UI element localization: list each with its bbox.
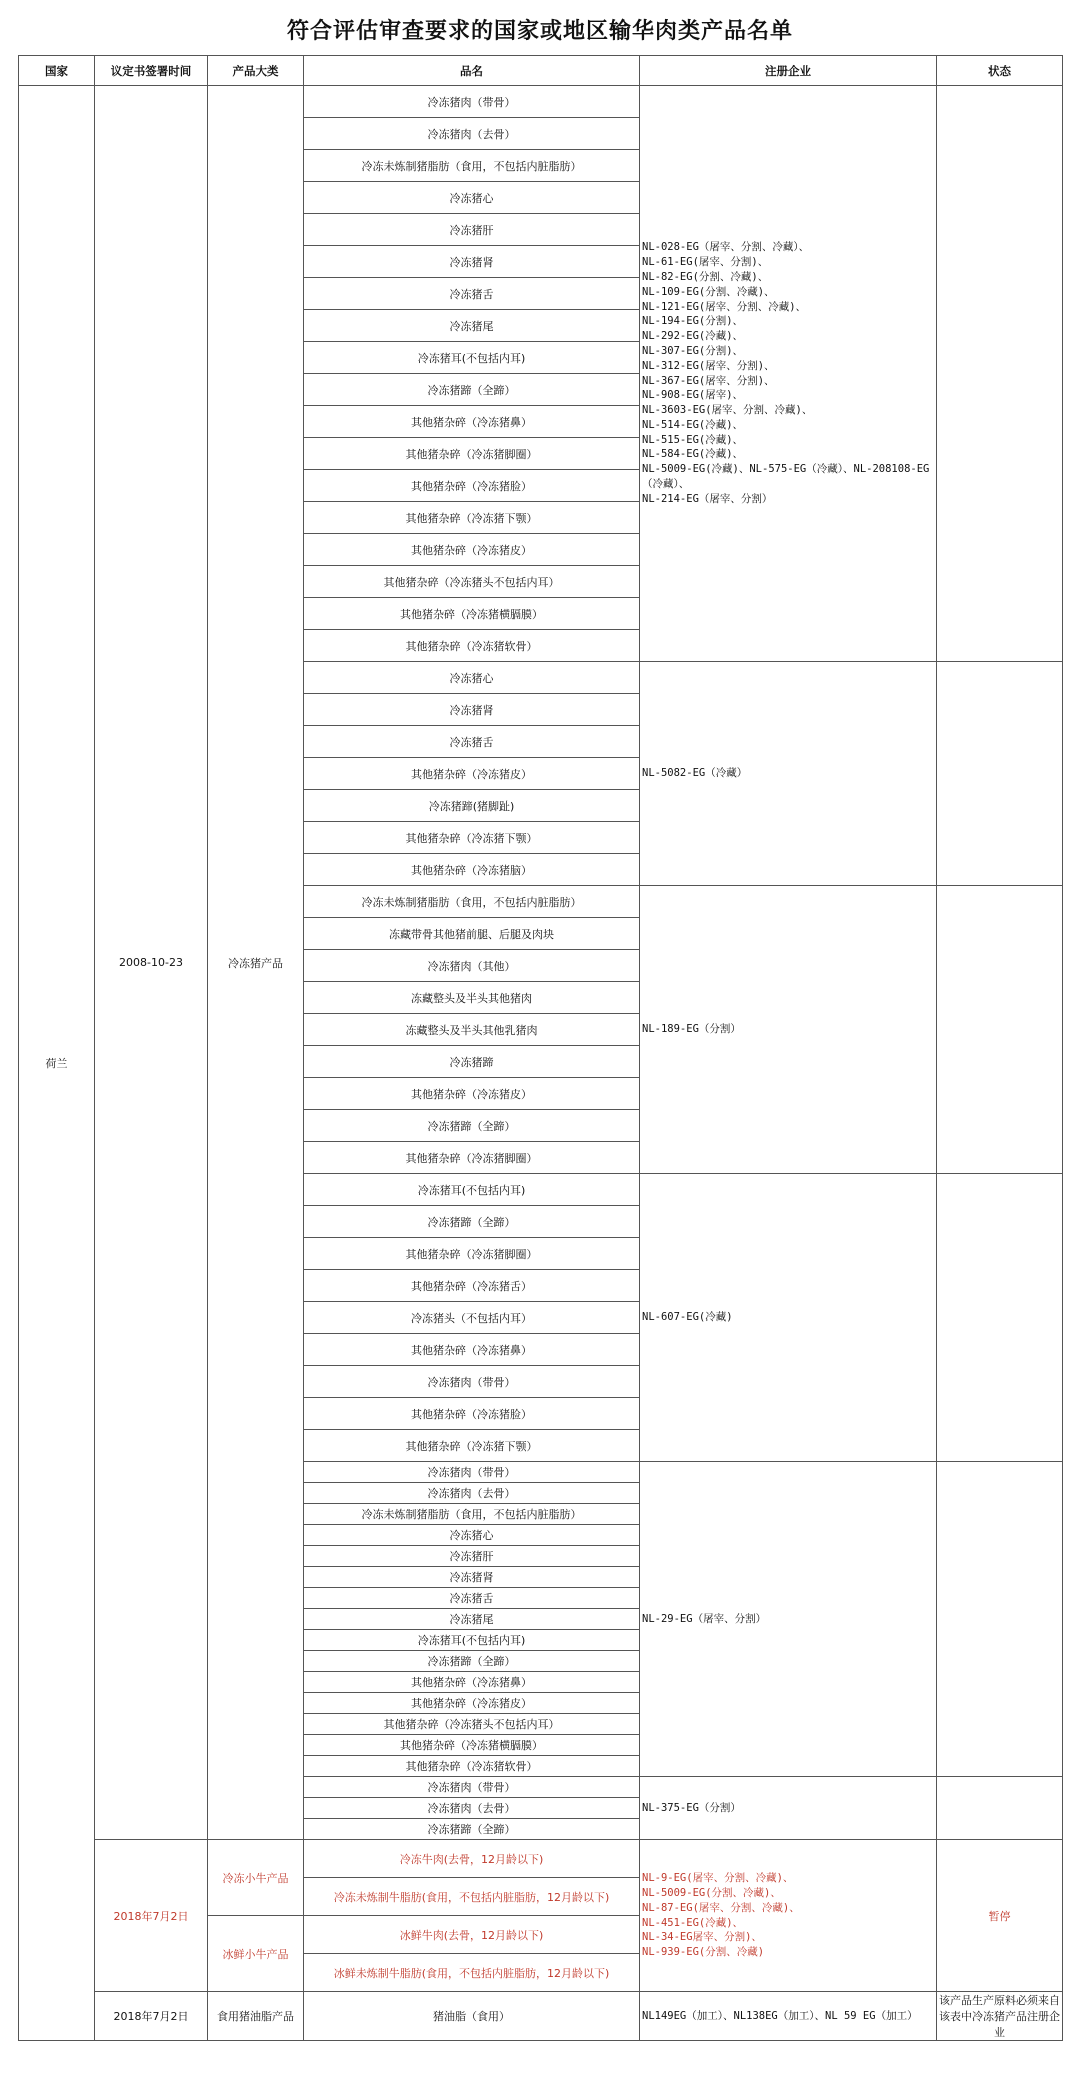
product-cell: 其他猪杂碎（冷冻猪皮） (304, 1693, 640, 1714)
enterprise-cell: NL-189-EG（分割） (640, 886, 937, 1174)
product-cell: 冷冻牛肉(去骨，12月龄以下) (304, 1840, 640, 1878)
product-cell: 其他猪杂碎（冷冻猪脚圈） (304, 1238, 640, 1270)
product-cell: 其他猪杂碎（冷冻猪舌） (304, 1270, 640, 1302)
product-cell: 其他猪杂碎（冷冻猪皮） (304, 534, 640, 566)
product-cell: 其他猪杂碎（冷冻猪头不包括内耳） (304, 566, 640, 598)
enterprise-cell: NL-028-EG（屠宰、分割、冷藏）、 NL-61-EG(屠宰、分割)、 NL-82-EG(分割、冷藏)、 NL-109-EG(分割、冷藏)、 NL-121-EG(屠宰、分割、冷藏)、 NL-194-EG(分割)、 NL-292-EG(冷藏)、 NL-307-EG(分割)、 NL-312-EG(屠宰、分割)、 NL-367-EG(屠宰、分割)、 NL-908-EG(屠宰)、 NL-3603-EG(屠宰、分割、冷藏)、 NL-514-EG(冷藏)、 NL-515-EG(冷藏)、 NL-584-EG(冷藏)、 NL-5009-EG(冷藏)、NL-575-EG（冷藏）、NL-208108-EG（冷藏）、 NL-214-EG（屠宰、分割） (640, 86, 937, 662)
product-table (18, 55, 1063, 2041)
category-cell: 冷冻猪产品 (208, 86, 304, 1840)
product-cell: 冷冻猪肾 (304, 694, 640, 726)
product-cell: 其他猪杂碎（冷冻猪脚圈） (304, 438, 640, 470)
product-cell: 其他猪杂碎（冷冻猪下颚） (304, 502, 640, 534)
product-cell: 其他猪杂碎（冷冻猪鼻） (304, 406, 640, 438)
product-cell: 冷冻猪蹄 (304, 1046, 640, 1078)
enterprise-cell: NL-29-EG（屠宰、分割） (640, 1462, 937, 1777)
product-cell: 冷冻猪蹄（全蹄） (304, 1819, 640, 1840)
product-cell: 冷冻猪尾 (304, 310, 640, 342)
header-status: 状态 (937, 56, 1063, 86)
category-cell: 冰鲜小牛产品 (208, 1916, 304, 1992)
header-date: 议定书签署时间 (95, 56, 208, 86)
product-cell: 冷冻猪心 (304, 182, 640, 214)
table-row (19, 1840, 1063, 1878)
status-cell (937, 886, 1063, 1174)
date-cell: 2018年7月2日 (95, 1992, 208, 2041)
product-cell: 冷冻猪耳(不包括内耳) (304, 342, 640, 374)
product-cell: 其他猪杂碎（冷冻猪下颚） (304, 1430, 640, 1462)
product-cell: 冷冻未炼制猪脂肪（食用，不包括内脏脂肪） (304, 886, 640, 918)
product-cell: 其他猪杂碎（冷冻猪头不包括内耳） (304, 1714, 640, 1735)
product-cell: 冷冻猪肉（去骨） (304, 1483, 640, 1504)
status-cell (937, 86, 1063, 662)
enterprise-cell: NL149EG（加工）、NL138EG（加工）、NL 59 EG（加工） (640, 1992, 937, 2041)
product-cell: 冷冻猪蹄(猪脚趾) (304, 790, 640, 822)
product-cell: 冻藏整头及半头其他猪肉 (304, 982, 640, 1014)
product-cell: 其他猪杂碎（冷冻猪脸） (304, 470, 640, 502)
product-cell: 其他猪杂碎（冷冻猪软骨） (304, 630, 640, 662)
product-cell: 冷冻猪舌 (304, 278, 640, 310)
date-cell: 2018年7月2日 (95, 1840, 208, 1992)
product-cell: 其他猪杂碎（冷冻猪鼻） (304, 1672, 640, 1693)
status-cell (937, 1462, 1063, 1777)
product-cell: 冷冻猪肾 (304, 246, 640, 278)
category-cell: 冷冻小牛产品 (208, 1840, 304, 1916)
product-cell: 冷冻猪肝 (304, 1546, 640, 1567)
product-cell: 其他猪杂碎（冷冻猪脑） (304, 854, 640, 886)
product-cell: 冰鲜未炼制牛脂肪(食用，不包括内脏脂肪，12月龄以下) (304, 1954, 640, 1992)
product-cell: 冷冻猪心 (304, 1525, 640, 1546)
enterprise-cell: NL-375-EG（分割） (640, 1777, 937, 1840)
date-cell: 2008-10-23 (95, 86, 208, 1840)
product-cell: 其他猪杂碎（冷冻猪横膈膜） (304, 1735, 640, 1756)
product-cell: 冷冻猪肉（带骨） (304, 1777, 640, 1798)
product-cell: 冷冻猪肉（其他） (304, 950, 640, 982)
table-row (19, 1992, 1063, 2041)
product-cell: 其他猪杂碎（冷冻猪软骨） (304, 1756, 640, 1777)
product-cell: 冷冻猪舌 (304, 726, 640, 758)
enterprise-cell: NL-9-EG(屠宰、分割、冷藏)、 NL-5009-EG(分割、冷藏)、 NL-87-EG(屠宰、分割、冷藏)、 NL-451-EG(冷藏)、 NL-34-EG屠宰、分割)、 NL-939-EG(分割、冷藏) (640, 1840, 937, 1992)
product-cell: 冷冻猪肉（带骨） (304, 1462, 640, 1483)
header-category: 产品大类 (208, 56, 304, 86)
product-cell: 其他猪杂碎（冷冻猪下颚） (304, 822, 640, 854)
product-cell: 冻藏带骨其他猪前腿、后腿及肉块 (304, 918, 640, 950)
product-cell: 冷冻猪头（不包括内耳） (304, 1302, 640, 1334)
product-cell: 冷冻猪耳(不包括内耳) (304, 1174, 640, 1206)
page-title: 符合评估审查要求的国家或地区输华肉类产品名单 (286, 18, 793, 44)
product-cell: 冷冻猪肉（去骨） (304, 118, 640, 150)
product-cell: 其他猪杂碎（冷冻猪皮） (304, 1078, 640, 1110)
enterprise-cell: NL-607-EG(冷藏) (640, 1174, 937, 1462)
product-cell: 冷冻猪蹄（全蹄） (304, 1206, 640, 1238)
product-cell: 冷冻猪肉（带骨） (304, 86, 640, 118)
product-cell: 冷冻猪心 (304, 662, 640, 694)
header-row (19, 56, 1063, 86)
product-cell: 猪油脂（食用） (304, 1992, 640, 2041)
product-cell: 冷冻猪蹄（全蹄） (304, 374, 640, 406)
product-cell: 其他猪杂碎（冷冻猪脚圈） (304, 1142, 640, 1174)
header-product: 品名 (304, 56, 640, 86)
table-row (19, 86, 1063, 118)
category-cell: 食用猪油脂产品 (208, 1992, 304, 2041)
product-cell: 冷冻未炼制猪脂肪（食用，不包括内脏脂肪） (304, 150, 640, 182)
status-cell: 暂停 (937, 1840, 1063, 1992)
header-enterprise: 注册企业 (640, 56, 937, 86)
product-cell: 冷冻猪舌 (304, 1588, 640, 1609)
product-cell: 冷冻猪肾 (304, 1567, 640, 1588)
status-cell (937, 1174, 1063, 1462)
product-cell: 冰鲜牛肉(去骨，12月龄以下) (304, 1916, 640, 1954)
product-cell: 其他猪杂碎（冷冻猪横膈膜） (304, 598, 640, 630)
table-body (19, 86, 1063, 2041)
status-cell (937, 662, 1063, 886)
country-cell: 荷兰 (19, 86, 95, 2041)
status-cell: 该产品生产原料必须来自该表中冷冻猪产品注册企业 (937, 1992, 1063, 2041)
product-cell: 冷冻猪尾 (304, 1609, 640, 1630)
product-cell: 冷冻未炼制猪脂肪（食用，不包括内脏脂肪） (304, 1504, 640, 1525)
product-cell: 其他猪杂碎（冷冻猪脸） (304, 1398, 640, 1430)
status-cell (937, 1777, 1063, 1840)
product-cell: 冷冻猪蹄（全蹄） (304, 1651, 640, 1672)
product-cell: 其他猪杂碎（冷冻猪皮） (304, 758, 640, 790)
product-cell: 冷冻猪肝 (304, 214, 640, 246)
product-cell: 冷冻猪肉（去骨） (304, 1798, 640, 1819)
product-cell: 冷冻猪蹄（全蹄） (304, 1110, 640, 1142)
header-country: 国家 (19, 56, 95, 86)
product-cell: 冷冻猪耳(不包括内耳) (304, 1630, 640, 1651)
product-cell: 其他猪杂碎（冷冻猪鼻） (304, 1334, 640, 1366)
product-cell: 冷冻未炼制牛脂肪(食用，不包括内脏脂肪，12月龄以下) (304, 1878, 640, 1916)
enterprise-cell: NL-5082-EG（冷藏） (640, 662, 937, 886)
product-cell: 冷冻猪肉（带骨） (304, 1366, 640, 1398)
product-cell: 冻藏整头及半头其他乳猪肉 (304, 1014, 640, 1046)
